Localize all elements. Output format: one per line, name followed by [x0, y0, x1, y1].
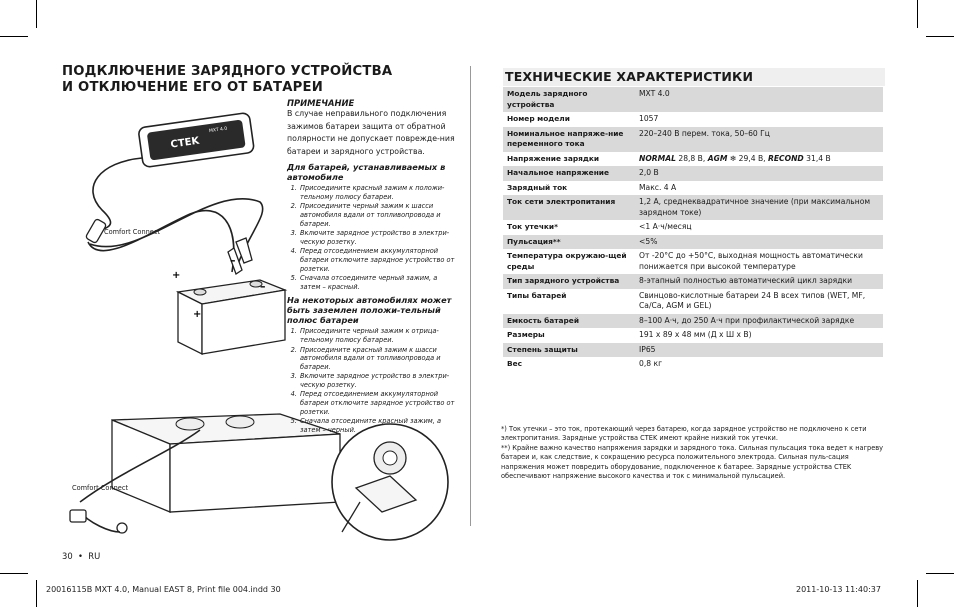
list-item: 1. Присоедините красный зажим к положи-тельному полюсу батареи.	[299, 184, 459, 201]
voltage-recond-label: RECOND	[768, 153, 804, 163]
spec-key: Ток сети электропитания	[503, 195, 635, 220]
spec-key: Размеры	[503, 328, 635, 343]
spec-value: <5%	[635, 235, 883, 250]
spec-value: MXT 4.0	[635, 87, 883, 112]
table-row	[503, 195, 883, 220]
print-slug-date: 2011-10-13 11:40:37	[796, 585, 881, 594]
spec-value: 220–240 В перем. тока, 50–60 Гц	[635, 127, 883, 152]
table-row	[503, 220, 883, 235]
spec-key: Зарядный ток	[503, 181, 635, 196]
comfort-connect-label-top: Comfort Connect	[104, 228, 161, 236]
section-title-specs: ТЕХНИЧЕСКИЕ ХАРАКТЕРИСТИКИ	[503, 68, 885, 86]
table-row	[503, 127, 883, 152]
section-title-connection: ПОДКЛЮЧЕНИЕ ЗАРЯДНОГО УСТРОЙСТВА И ОТКЛЮЧЕНИЕ ЕГО ОТ БАТАРЕИ	[62, 64, 393, 95]
spec-table	[503, 87, 883, 372]
table-row	[503, 112, 883, 127]
footnote-1: *) Ток утечки – это ток, протекающий через батарею, когда зарядное устройство не подключено к сети электропитания. Зарядные устройства CTEK имеют крайне низкий ток утечки.	[501, 425, 867, 443]
spec-value: 1057	[635, 112, 883, 127]
comfort-connect-plug-lower-icon	[70, 510, 127, 533]
plus-sign-top: +	[172, 270, 181, 281]
spec-value: 0,8 кг	[635, 357, 883, 372]
spec-key: Типы батарей	[503, 289, 635, 314]
table-row	[503, 166, 883, 181]
section2-heading: На некоторых автомобилях может быть заземлен положи-тельный полюс батареи	[287, 295, 452, 326]
note-text: В случае неправильного подключения зажимов батареи защита от обратной полярности не допускает поврежде-ния батареи и зарядного устройства.	[287, 109, 455, 156]
spec-key: Температура окружаю-щей среды	[503, 249, 635, 274]
list-item: 2. Присоедините черный зажим к шасси автомобиля вдали от топливопровода и батареи.	[299, 202, 459, 228]
spec-key: Модель зарядного устройства	[503, 87, 635, 112]
table-row	[503, 181, 883, 196]
spec-value: 8-этапный полностью автоматический цикл зарядки	[635, 274, 883, 289]
spec-key: Пульсация**	[503, 235, 635, 250]
section1-steps	[287, 184, 459, 291]
table-row	[503, 249, 883, 274]
comfort-connect-label-bottom: Comfort Connect	[72, 484, 129, 492]
charger-device	[138, 112, 254, 167]
page-number: 30 • RU	[62, 551, 101, 561]
spec-value: <1 А·ч/месяц	[635, 220, 883, 235]
list-item: 1. Присоедините черный зажим к отрица-тельному полюсу батареи.	[299, 327, 459, 344]
spec-value: От -20°C до +50°C, выходная мощность автоматически понижается при высокой температуре	[635, 249, 883, 274]
list-item: 5. Сначала отсоедините красный зажим, а затем – черный.	[299, 417, 459, 434]
list-item: 4. Перед отсоединением аккумуляторной батареи отключите зарядное устройство от розетки.	[299, 247, 459, 273]
spec-key: Начальное напряжение	[503, 166, 635, 181]
list-item: 3. Включите зарядное устройство в электри-ческую розетку.	[299, 229, 459, 246]
spec-value: 8–100 А·ч, до 250 А·ч при профилактической зарядке	[635, 314, 883, 329]
spec-value: 1,2 А, среднеквадратичное значение (при максимальном зарядном токе)	[635, 195, 883, 220]
spec-key: Вес	[503, 357, 635, 372]
print-slug-file: 20016115B MXT 4.0, Manual EAST 8, Print file 004.indd 30	[46, 585, 281, 594]
table-row	[503, 289, 883, 314]
section2-steps	[287, 327, 459, 434]
list-item: 2. Присоедините красный зажим к шасси автомобиля вдали от топливопровода и батареи.	[299, 346, 459, 372]
table-row	[503, 274, 883, 289]
crop-mark	[36, 580, 37, 607]
plus-sign-battery: +	[193, 309, 202, 320]
table-row	[503, 87, 883, 112]
voltage-recond-value: 31,4 В	[806, 153, 831, 163]
list-item: 3. Включите зарядное устройство в электри-ческую розетку.	[299, 372, 459, 389]
crop-mark	[926, 573, 954, 574]
crop-mark	[917, 0, 918, 28]
column-divider	[470, 66, 471, 526]
minus-sign-top: –	[230, 254, 236, 267]
voltage-agm-value: 29,4 В,	[738, 153, 766, 163]
table-row	[503, 328, 883, 343]
spec-value: Макс. 4 А	[635, 181, 883, 196]
spec-value: Свинцово-кислотные батареи 24 В всех типов (WET, MF, Ca/Ca, AGM и GEL)	[635, 289, 883, 314]
magnified-terminal-detail	[332, 424, 448, 540]
crop-mark	[917, 580, 918, 607]
table-row	[503, 343, 883, 358]
footnote-2: **) Крайне важно качество напряжения зарядки и зарядного тока. Сильная пульсация тока ведет к нагреву батареи и, как следствие, к сокращению ресурса положительного электрода. Сильная пуль-сация напряжения может повредить оборудование, подключенное к батарее. Зарядные устройства CTEK обеспечивают напряжение высокого качества и ток с минимальной пульсацией.	[501, 443, 884, 481]
crop-mark	[36, 0, 37, 28]
spec-value: IP65	[635, 343, 883, 358]
table-row	[503, 235, 883, 250]
crop-mark	[0, 573, 28, 574]
list-item: 5. Сначала отсоедините черный зажим, а затем – красный.	[299, 274, 459, 291]
voltage-agm-label: AGM	[707, 153, 728, 163]
charger-brand-label: CTEK	[169, 135, 200, 151]
table-row	[503, 314, 883, 329]
crop-mark	[0, 36, 28, 37]
spec-value: 191 x 89 x 48 мм (Д x Ш x В)	[635, 328, 883, 343]
section1-heading: Для батарей, устанавливаемых в автомобиле	[287, 162, 446, 183]
spec-key: Номинальное напряже-ние переменного тока	[503, 127, 635, 152]
spec-value: 2,0 В	[635, 166, 883, 181]
spec-key: Напряжение зарядки	[503, 152, 635, 167]
snowflake-icon: ❄	[729, 153, 737, 163]
spec-key: Номер модели	[503, 112, 635, 127]
charger-model-label: MXT 4.0	[208, 126, 228, 135]
spec-value	[635, 152, 883, 167]
connection-instructions	[287, 98, 459, 435]
spec-key: Тип зарядного устройства	[503, 274, 635, 289]
minus-sign-battery: –	[260, 280, 266, 293]
spec-key: Степень защиты	[503, 343, 635, 358]
note-heading: ПРИМЕЧАНИЕ	[287, 98, 355, 108]
table-row	[503, 152, 883, 167]
spec-key: Ток утечки*	[503, 220, 635, 235]
spec-key: Емкость батарей	[503, 314, 635, 329]
list-item: 4. Перед отсоединением аккумуляторной батареи отключите зарядное устройство от розетки.	[299, 390, 459, 416]
footnotes	[501, 425, 885, 481]
voltage-normal-value: 28,8 В,	[678, 153, 706, 163]
crop-mark	[926, 36, 954, 37]
voltage-normal-label: NORMAL	[639, 153, 676, 163]
table-row	[503, 357, 883, 372]
